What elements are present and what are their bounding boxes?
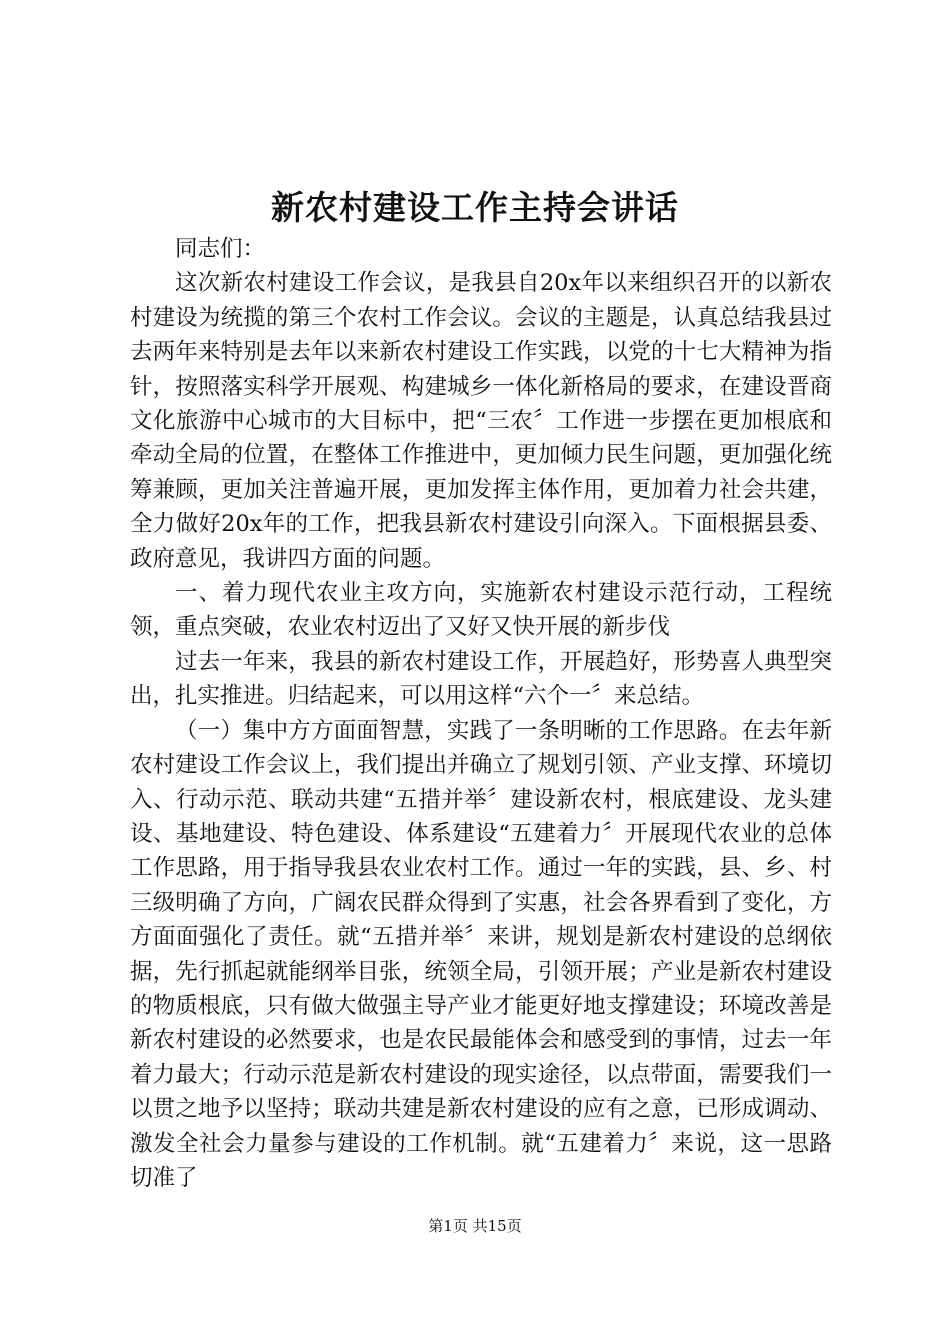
document-body <box>130 232 832 1195</box>
document-title: 新农村建设工作主持会讲话 <box>271 188 679 227</box>
body-paragraph: 这次新农村建设工作会议，是我县自20x年以来组织召开的以新农村建设为统揽的第三个农村工作会议。会议的主题是，认真总结我县过去两年来特别是去年以来新农村建设工作实践，以党的十七大精神为指针，按照落实科学开展观、构建城乡一体化新格局的要求，在建设晋商文化旅游中心城市的大目标中，把“三农〞工作进一步摆在更加根底和牵动全局的位置，在整体工作推进中，更加倾力民生问题，更加强化统筹兼顾，更加关注普遍开展，更加发挥主体作用，更加着力社会共建，全力做好20x年的工作，把我县新农村建设引向深入。下面根据县委、政府意见，我讲四方面的问题。 <box>130 270 832 572</box>
body-paragraph: 过去一年来，我县的新农村建设工作，开展趋好，形势喜人典型突出，扎实推进。归结起来，可以用这样“六个一〞来总结。 <box>130 648 832 710</box>
salutation-paragraph: 同志们： <box>175 236 266 262</box>
body-paragraph: （一）集中方方面面智慧，实践了一条明晰的工作思路。在去年新农村建设工作会议上，我们提出并确立了规划引领、产业支撑、环境切入、行动示范、联动共建“五措并举〞建设新农村，根底建设、龙头建设、基地建设、特色建设、体系建设“五建着力〞开展现代农业的总体工作思路，用于指导我县农业农村工作。通过一年的实践，县、乡、村三级明确了方向，广阔农民群众得到了实惠，社会各界看到了变化，方方面面强化了责任。就“五措并举〞来讲，规划是新农村建设的总纲依据，先行抓起就能纲举目张，统领全局，引领开展；产业是新农村建设的物质根底，只有做大做强主导产业才能更好地支撑建设；环境改善是新农村建设的必然要求，也是农民最能体会和感受到的事情，过去一年着力最大；行动示范是新农村建设的现实途径，以点带面，需要我们一以贯之地予以坚持；联动共建是新农村建设的应有之意，已形成调动、激发全社会力量参与建设的工作机制。就“五建着力〞来说，这一思路切准了 <box>130 717 832 1191</box>
page-footer: 第1页 共15页 <box>428 1217 522 1235</box>
section-heading-paragraph: 一、着力现代农业主攻方向，实施新农村建设示范行动，工程统领，重点突破，农业农村迈出了又好又快开展的新步伐 <box>130 580 832 641</box>
